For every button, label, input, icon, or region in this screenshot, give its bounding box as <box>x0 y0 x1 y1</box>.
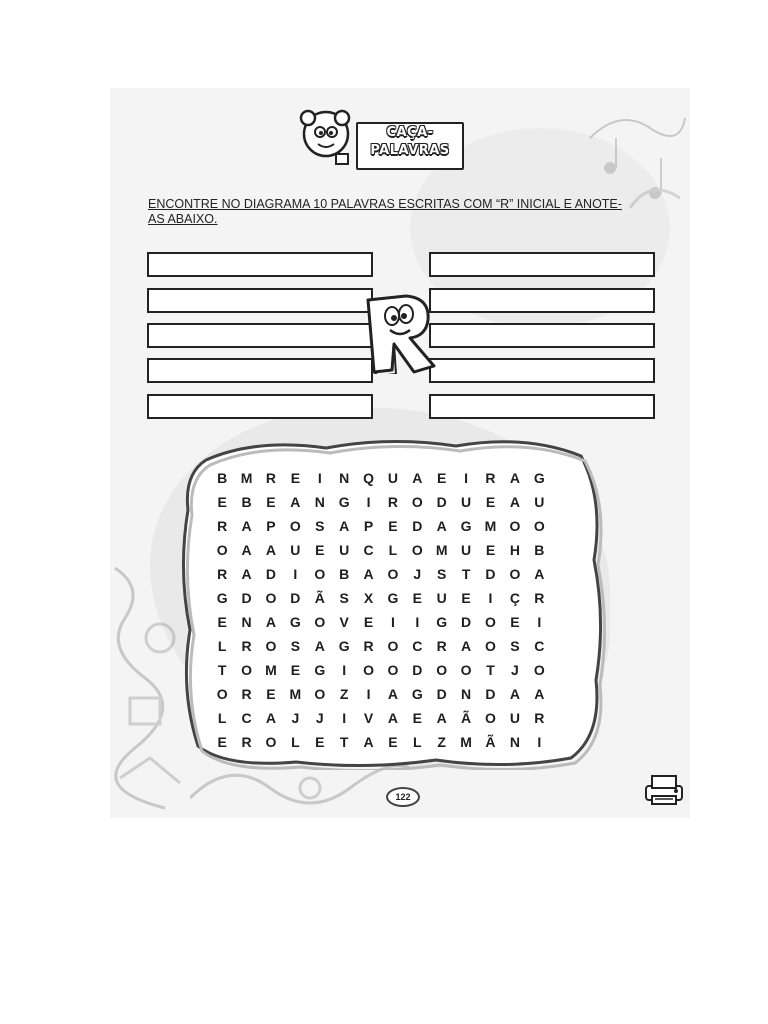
grid-letter[interactable]: O <box>411 542 423 558</box>
letter-r-mascot-icon <box>358 292 444 374</box>
grid-letter[interactable]: O <box>387 662 399 678</box>
grid-letter[interactable]: E <box>290 662 301 678</box>
grid-letter[interactable]: O <box>485 614 496 630</box>
grid-letter[interactable]: I <box>342 662 347 678</box>
grid-letter[interactable]: E <box>217 614 227 630</box>
grid-letter[interactable]: G <box>411 686 423 702</box>
grid-letter[interactable]: A <box>265 542 277 558</box>
grid-letter[interactable]: R <box>241 686 252 702</box>
grid-letter[interactable]: I <box>488 590 493 606</box>
grid-row <box>210 538 551 562</box>
grid-row <box>210 514 551 538</box>
grid-letter[interactable]: U <box>339 542 350 558</box>
grid-letter[interactable]: O <box>509 566 521 582</box>
grid-row <box>210 562 551 586</box>
grid-letter[interactable]: D <box>485 686 496 702</box>
grid-letter[interactable]: R <box>363 638 374 654</box>
grid-letter[interactable]: P <box>266 518 276 534</box>
grid-letter[interactable]: O <box>314 614 326 630</box>
grid-letter[interactable]: R <box>217 518 228 534</box>
grid-letter[interactable]: A <box>387 686 398 702</box>
grid-letter[interactable]: N <box>339 470 350 486</box>
title-line-1: CAÇA- <box>386 125 434 140</box>
grid-row <box>210 730 551 754</box>
grid-letter[interactable]: M <box>265 662 277 678</box>
grid-letter[interactable]: O <box>314 686 326 702</box>
grid-letter[interactable]: C <box>412 638 423 654</box>
grid-letter[interactable]: A <box>534 566 545 582</box>
grid-letter[interactable]: R <box>387 494 398 510</box>
answer-box[interactable] <box>429 323 655 348</box>
grid-letter[interactable]: I <box>537 614 542 630</box>
grid-letter[interactable]: A <box>241 518 252 534</box>
grid-letter[interactable]: A <box>387 710 398 726</box>
grid-letter[interactable]: A <box>461 638 472 654</box>
grid-letter[interactable]: A <box>412 470 423 486</box>
grid-letter[interactable]: G <box>460 518 472 534</box>
answer-box[interactable] <box>429 288 655 313</box>
grid-letter[interactable]: A <box>534 686 545 702</box>
grid-letter[interactable]: G <box>338 494 350 510</box>
grid-letter[interactable]: T <box>217 662 227 678</box>
grid-row <box>210 610 551 634</box>
grid-letter[interactable]: R <box>241 638 252 654</box>
grid-letter[interactable]: A <box>241 566 252 582</box>
answer-box[interactable] <box>429 252 655 277</box>
grid-letter[interactable]: B <box>534 542 545 558</box>
grid-letter[interactable]: V <box>363 710 374 726</box>
grid-letter[interactable]: G <box>436 614 448 630</box>
grid-letter[interactable]: D <box>265 566 277 582</box>
answer-box[interactable] <box>147 394 373 419</box>
grid-letter[interactable]: S <box>315 518 325 534</box>
grid-letter[interactable]: T <box>461 566 471 582</box>
grid-letter[interactable]: R <box>265 470 277 486</box>
grid-letter[interactable]: I <box>342 710 347 726</box>
printer-icon <box>640 772 688 806</box>
grid-letter[interactable]: E <box>510 614 520 630</box>
grid-letter[interactable]: Ã <box>461 710 472 726</box>
grid-letter[interactable]: N <box>241 614 252 630</box>
grid-letter[interactable]: E <box>388 518 398 534</box>
grid-letter[interactable]: J <box>510 662 519 678</box>
title-line-2: PALAVRAS <box>370 143 450 158</box>
grid-letter[interactable]: M <box>484 518 497 534</box>
grid-letter[interactable]: C <box>363 542 374 558</box>
grid-letter[interactable]: Z <box>437 734 446 750</box>
grid-letter[interactable]: O <box>485 638 496 654</box>
grid-letter[interactable]: E <box>485 542 496 558</box>
grid-letter[interactable]: Ã <box>485 734 496 750</box>
grid-letter[interactable]: U <box>436 590 447 606</box>
grid-row <box>210 682 551 706</box>
grid-letter[interactable]: O <box>363 662 374 678</box>
word-search-grid <box>210 466 551 754</box>
grid-letter[interactable]: E <box>217 494 227 510</box>
grid-letter[interactable]: Ç <box>509 590 520 606</box>
grid-row <box>210 706 551 730</box>
grid-letter[interactable]: I <box>390 614 395 630</box>
grid-letter[interactable]: D <box>290 590 301 606</box>
grid-row <box>210 634 551 658</box>
grid-letter[interactable]: E <box>266 494 276 510</box>
grid-letter[interactable]: G <box>533 470 545 486</box>
grid-letter[interactable]: I <box>537 734 542 750</box>
grid-letter[interactable]: U <box>509 710 520 726</box>
grid-letter[interactable]: D <box>485 566 496 582</box>
grid-letter[interactable]: R <box>534 590 545 606</box>
answer-box[interactable] <box>147 323 373 348</box>
grid-letter[interactable]: T <box>486 662 495 678</box>
grid-letter[interactable]: G <box>387 590 399 606</box>
grid-letter[interactable]: Q <box>363 470 374 486</box>
grid-letter[interactable]: A <box>363 734 374 750</box>
grid-letter[interactable]: E <box>266 686 276 702</box>
answer-box[interactable] <box>429 358 655 383</box>
grid-letter[interactable]: D <box>461 614 472 630</box>
grid-letter[interactable]: O <box>387 566 399 582</box>
grid-letter[interactable]: O <box>436 662 448 678</box>
grid-letter[interactable]: E <box>363 614 374 630</box>
grid-letter[interactable]: A <box>436 518 447 534</box>
grid-letter[interactable]: Z <box>339 686 349 702</box>
grid-letter[interactable]: A <box>241 542 252 558</box>
grid-letter[interactable]: D <box>412 518 423 534</box>
grid-letter[interactable]: O <box>509 518 521 534</box>
grid-letter[interactable]: O <box>265 734 277 750</box>
grid-letter[interactable]: L <box>388 542 398 558</box>
grid-letter[interactable]: V <box>339 614 349 630</box>
grid-row <box>210 490 551 514</box>
grid-letter[interactable]: O <box>216 542 228 558</box>
grid-letter[interactable]: M <box>435 542 448 558</box>
grid-letter[interactable]: B <box>217 470 228 486</box>
grid-letter[interactable]: U <box>534 494 545 510</box>
grid-letter[interactable]: B <box>339 566 350 582</box>
grid-letter[interactable]: G <box>314 662 326 678</box>
grid-letter[interactable]: E <box>315 734 325 750</box>
grid-letter[interactable]: I <box>415 614 420 630</box>
grid-letter[interactable]: O <box>241 662 253 678</box>
grid-letter[interactable]: A <box>509 494 520 510</box>
grid-letter[interactable]: E <box>437 470 447 486</box>
grid-letter[interactable]: A <box>265 710 277 726</box>
grid-letter[interactable]: O <box>314 566 326 582</box>
grid-letter[interactable]: M <box>240 470 253 486</box>
grid-letter[interactable]: J <box>315 710 324 726</box>
grid-letter[interactable]: S <box>339 590 349 606</box>
grid-letter[interactable]: O <box>265 590 277 606</box>
grid-letter[interactable]: M <box>460 734 472 750</box>
page-number: 122 <box>386 787 420 807</box>
grid-letter[interactable]: A <box>265 614 277 630</box>
grid-letter[interactable]: O <box>485 710 496 726</box>
grid-letter[interactable]: D <box>436 494 447 510</box>
grid-letter[interactable]: O <box>533 518 545 534</box>
grid-letter[interactable]: N <box>461 686 472 702</box>
grid-letter[interactable]: A <box>339 518 350 534</box>
grid-letter[interactable]: G <box>338 638 350 654</box>
grid-letter[interactable]: N <box>314 494 325 510</box>
grid-letter[interactable]: J <box>291 710 300 726</box>
grid-letter[interactable]: E <box>412 710 422 726</box>
grid-letter[interactable]: U <box>461 494 472 510</box>
answer-box[interactable] <box>147 288 373 313</box>
grid-letter[interactable]: E <box>461 590 471 606</box>
grid-letter[interactable]: R <box>485 470 496 486</box>
grid-letter[interactable]: L <box>413 734 422 750</box>
grid-letter[interactable]: I <box>366 686 371 702</box>
grid-letter[interactable]: U <box>290 542 301 558</box>
grid-letter[interactable]: J <box>413 566 422 582</box>
grid-letter[interactable]: O <box>411 494 423 510</box>
grid-letter[interactable]: A <box>436 710 447 726</box>
answer-box[interactable] <box>429 394 655 419</box>
grid-letter[interactable]: A <box>363 566 374 582</box>
grid-letter[interactable]: E <box>290 470 301 486</box>
grid-letter[interactable]: N <box>509 734 520 750</box>
grid-letter[interactable]: E <box>412 590 422 606</box>
grid-letter[interactable]: R <box>241 734 252 750</box>
grid-letter[interactable]: L <box>217 710 227 726</box>
answer-box[interactable] <box>147 358 373 383</box>
grid-letter[interactable]: D <box>412 662 423 678</box>
grid-letter[interactable]: I <box>366 494 371 510</box>
grid-letter[interactable]: A <box>509 470 520 486</box>
grid-letter[interactable]: G <box>216 590 228 606</box>
grid-letter[interactable]: O <box>387 638 399 654</box>
instruction-text: ENCONTRE NO DIAGRAMA 10 PALAVRAS ESCRITAS COM “R” INICIAL E ANOTE-AS ABAIXO. <box>148 197 622 226</box>
grid-letter[interactable]: G <box>289 614 301 630</box>
grid-letter[interactable]: O <box>216 686 228 702</box>
grid-letter[interactable]: P <box>363 518 374 534</box>
grid-row <box>210 658 551 682</box>
grid-letter[interactable]: L <box>291 734 300 750</box>
grid-row <box>210 466 551 490</box>
grid-letter[interactable]: O <box>460 662 472 678</box>
grid-letter[interactable]: L <box>217 638 227 654</box>
grid-letter[interactable]: A <box>509 686 520 702</box>
grid-row <box>210 586 551 610</box>
grid-letter[interactable]: R <box>436 638 447 654</box>
title-banner <box>356 122 464 170</box>
grid-letter[interactable]: O <box>533 662 545 678</box>
grid-letter[interactable]: S <box>290 638 301 654</box>
grid-letter[interactable]: S <box>437 566 447 582</box>
grid-letter[interactable]: O <box>289 518 301 534</box>
grid-letter[interactable]: M <box>289 686 302 702</box>
grid-letter[interactable]: X <box>363 590 374 606</box>
grid-letter[interactable]: E <box>388 734 398 750</box>
grid-letter[interactable]: C <box>241 710 252 726</box>
grid-letter[interactable]: S <box>510 638 520 654</box>
grid-letter[interactable]: R <box>534 710 545 726</box>
grid-letter[interactable]: E <box>217 734 227 750</box>
grid-letter[interactable]: C <box>534 638 545 654</box>
grid-letter[interactable]: I <box>317 470 322 486</box>
grid-letter[interactable]: R <box>217 566 228 582</box>
answer-box[interactable] <box>147 252 373 277</box>
grid-letter[interactable]: A <box>314 638 325 654</box>
grid-letter[interactable]: U <box>461 542 472 558</box>
grid-letter[interactable]: A <box>290 494 301 510</box>
grid-letter[interactable]: D <box>436 686 447 702</box>
grid-letter[interactable]: O <box>265 638 277 654</box>
grid-letter[interactable]: I <box>293 566 298 582</box>
grid-letter[interactable]: Ã <box>314 590 325 606</box>
grid-letter[interactable]: D <box>241 590 252 606</box>
grid-letter[interactable]: U <box>387 470 398 486</box>
grid-letter[interactable]: E <box>315 542 325 558</box>
grid-letter[interactable]: T <box>339 734 349 750</box>
grid-letter[interactable]: E <box>485 494 496 510</box>
grid-letter[interactable]: H <box>509 542 520 558</box>
grid-letter[interactable]: B <box>241 494 252 510</box>
grid-letter[interactable]: I <box>464 470 469 486</box>
